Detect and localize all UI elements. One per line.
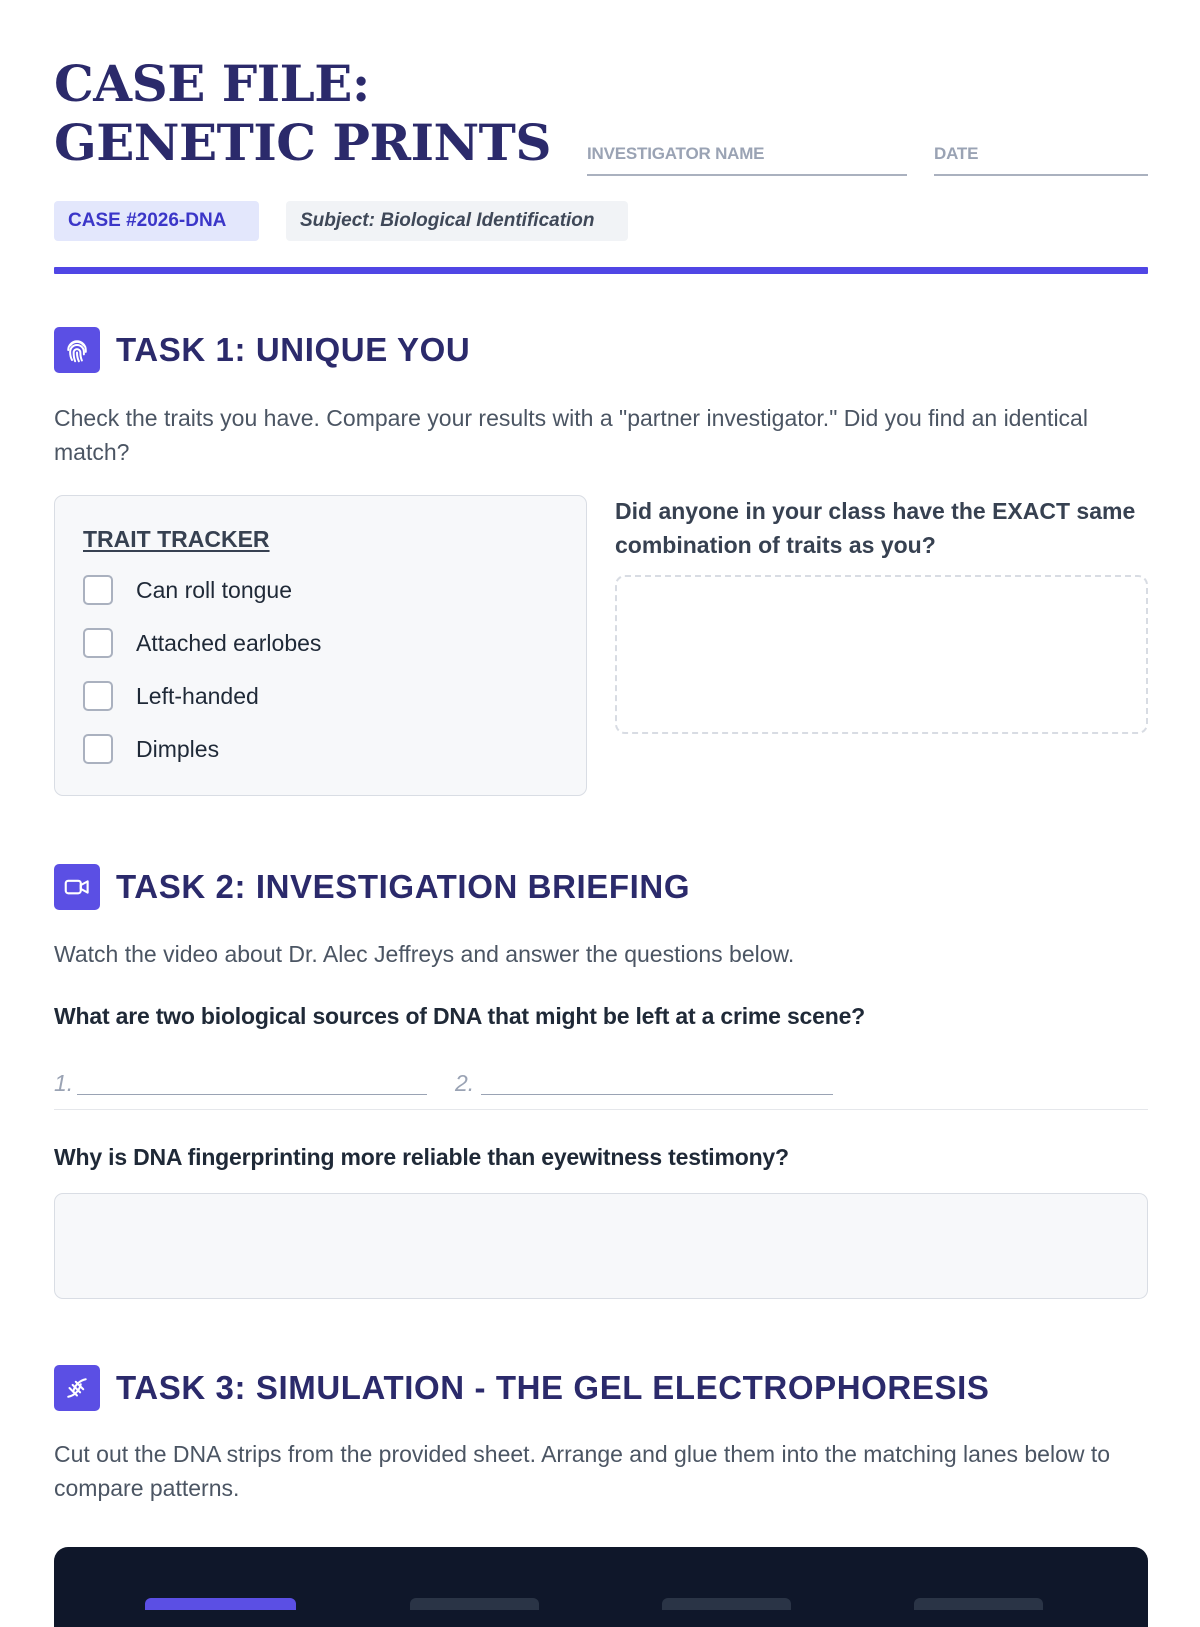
trait-tracker-panel — [54, 495, 587, 796]
task1-header — [54, 327, 470, 373]
task2-answer-box[interactable] — [54, 1193, 1148, 1299]
task1-instructions: Check the traits you have. Compare your results with a "partner investigator." Did you find an identical match? — [54, 405, 1088, 465]
dna-icon — [54, 1365, 100, 1411]
task3-instructions: Cut out the DNA strips from the provided sheet. Arrange and glue them into the matching lanes below to compare patterns. — [54, 1441, 1111, 1501]
task3-title: TASK 3: SIMULATION - THE GEL ELECTROPHORESIS — [116, 1369, 990, 1406]
question-divider — [54, 1109, 1148, 1110]
trait-item[interactable] — [83, 732, 219, 766]
header-divider — [54, 267, 1148, 274]
trait-item[interactable] — [83, 573, 292, 607]
document-title: CASE FILE: GENETIC PRINTS — [54, 54, 551, 172]
task2-header — [54, 864, 690, 910]
trait-item[interactable] — [83, 626, 321, 660]
trait-checkbox[interactable] — [83, 681, 113, 711]
task2-instructions: Watch the video about Dr. Alec Jeffreys and answer the questions below. — [54, 941, 795, 967]
gel-electrophoresis-panel — [54, 1547, 1148, 1627]
trait-label: Can roll tongue — [136, 576, 292, 603]
task1-question: Did anyone in your class have the EXACT same combination of traits as you? — [615, 498, 1136, 558]
date-label: DATE — [934, 144, 979, 163]
trait-item[interactable] — [83, 679, 259, 713]
task2-question-1: What are two biological sources of DNA that might be left at a crime scene? — [54, 1003, 866, 1029]
case-number-badge: CASE #2026-DNA — [54, 201, 259, 241]
video-camera-icon — [54, 864, 100, 910]
answer-blank-2[interactable] — [481, 1094, 833, 1095]
blank-number-2: 2. — [455, 1070, 475, 1096]
task2-title: TASK 2: INVESTIGATION BRIEFING — [116, 868, 691, 905]
trait-checkbox[interactable] — [83, 575, 113, 605]
fingerprint-icon — [54, 327, 100, 373]
investigator-name-field[interactable] — [587, 136, 907, 176]
answer-blank-1[interactable] — [77, 1094, 427, 1095]
trait-tracker-title: TRAIT TRACKER — [83, 526, 270, 552]
task2-question-2: Why is DNA fingerprinting more reliable than eyewitness testimony? — [54, 1144, 789, 1170]
blank-number-1: 1. — [54, 1070, 74, 1096]
task1-answer-box[interactable] — [615, 575, 1148, 734]
investigator-name-label: INVESTIGATOR NAME — [587, 144, 765, 163]
subject-badge: Subject: Biological Identification — [286, 201, 628, 241]
trait-label: Dimples — [136, 735, 220, 762]
trait-label: Left-handed — [136, 682, 259, 709]
task3-header — [54, 1365, 989, 1411]
trait-checkbox[interactable] — [83, 628, 113, 658]
date-field[interactable] — [934, 136, 1148, 176]
trait-checkbox[interactable] — [83, 734, 113, 764]
task1-title: TASK 1: UNIQUE YOU — [116, 331, 471, 368]
trait-label: Attached earlobes — [136, 629, 322, 656]
